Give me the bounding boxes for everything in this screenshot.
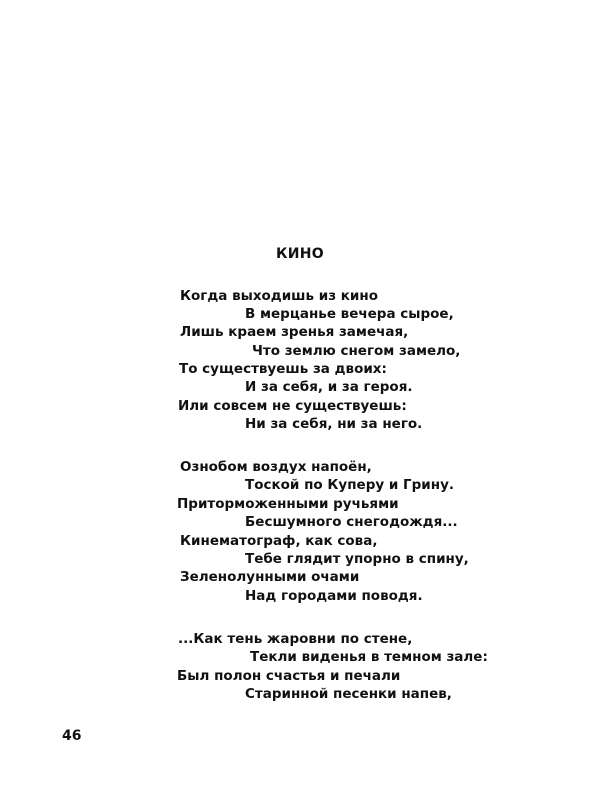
poem-line: Что землю снегом замело,: [252, 343, 461, 359]
poem-line: Зеленолунными очами: [180, 569, 360, 585]
poem-line: Текли виденья в темном зале:: [250, 649, 488, 665]
page-number: 46: [62, 728, 82, 744]
poem-line: Приторможенными ручьями: [177, 496, 399, 512]
poem-line: Тебе глядит упорно в спину,: [245, 551, 469, 567]
poem-line: Ни за себя, ни за него.: [245, 416, 423, 432]
poem-line: И за себя, и за героя.: [245, 379, 413, 395]
poem-line: Кинематограф, как сова,: [180, 533, 378, 549]
poem-line: Или совсем не существуешь:: [178, 398, 407, 414]
poem-line: ...Как тень жаровни по стене,: [178, 631, 413, 647]
poem-line: Лишь краем зренья замечая,: [180, 324, 409, 340]
poem-line: Ознобом воздух напоён,: [180, 459, 372, 475]
poem-title: КИНО: [276, 246, 324, 262]
poem-line: То существуешь за двоих:: [179, 361, 387, 377]
poem-line: Старинной песенки напев,: [245, 686, 452, 702]
poem-line: Тоской по Куперу и Грину.: [245, 477, 455, 493]
poem-line: Над городами поводя.: [245, 588, 423, 604]
poem-line: Когда выходишь из кино: [180, 288, 378, 304]
poem-line: Был полон счастья и печали: [177, 668, 401, 684]
poem-line: В мерцанье вечера сырое,: [245, 306, 454, 322]
poem-line: Бесшумного снегодождя...: [245, 514, 458, 530]
